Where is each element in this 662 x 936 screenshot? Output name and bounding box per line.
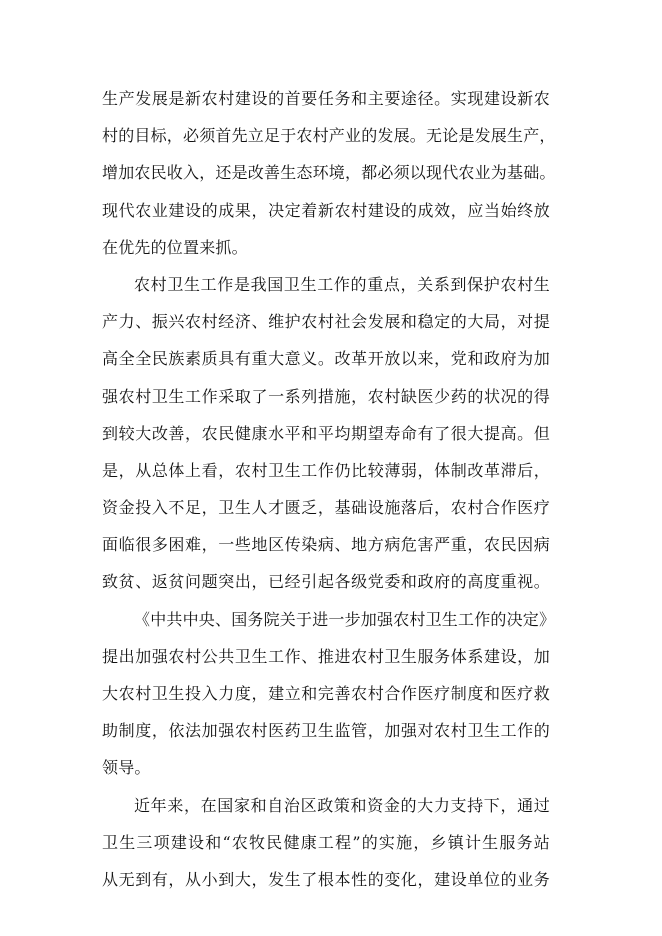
- text-line: 农村卫生工作是我国卫生工作的重点，关系到保护农村生: [134, 274, 550, 294]
- text-line: 从无到有，从小到大，发生了根本性的变化，建设单位的业务: [102, 869, 550, 889]
- text-line: 生产发展是新农村建设的首要任务和主要途径。实现建设新农: [102, 89, 550, 108]
- text-line: 领导。: [102, 758, 151, 778]
- text-line: 《中共中央、国务院关于进一步加强农村卫生工作的决定》: [134, 609, 556, 629]
- text-line: 近年来，在国家和自治区政策和资金的大力支持下，通过: [134, 795, 550, 815]
- text-line: 在优先的位置来抓。: [102, 237, 248, 257]
- paragraph-central-decision: [102, 601, 556, 787]
- text-line: 是，从总体上看，农村卫生工作仍比较薄弱，体制改革滞后，: [102, 460, 550, 480]
- text-line: 现代农业建设的成果，决定着新农村建设的成效，应当始终放: [102, 200, 550, 220]
- text-line: 面临很多困难，一些地区传染病、地方病危害严重，农民因病: [102, 535, 550, 555]
- text-line: 到较大改善，农民健康水平和平均期望寿命有了很大提高。但: [102, 423, 550, 443]
- text-line: 提出加强农村公共卫生工作、推进农村卫生服务体系建设，加: [102, 646, 550, 666]
- text-line: 卫生三项建设和“农牧民健康工程”的实施，乡镇计生服务站: [102, 832, 550, 852]
- text-line: 村的目标，必须首先立足于农村产业的发展。无论是发展生产，: [102, 126, 556, 146]
- text-line: 高全全民族素质具有重大意义。改革开放以来，党和政府为加: [102, 349, 550, 369]
- text-line: 强农村卫生工作采取了一系列措施，农村缺医少药的状况的得: [102, 386, 550, 406]
- text-line: 助制度，依法加强农村医药卫生监管，加强对农村卫生工作的: [102, 721, 550, 741]
- text-line: 产力、振兴农村经济、维护农村社会发展和稳定的大局，对提: [102, 312, 550, 332]
- text-line: 大农村卫生投入力度，建立和完善农村合作医疗制度和医疗救: [102, 684, 550, 703]
- text-line: 增加农民收入，还是改善生态环境，都必须以现代农业为基础。: [102, 163, 556, 183]
- paragraph-production: [102, 80, 556, 266]
- body-text: [102, 80, 556, 898]
- paragraph-recent-years: [102, 787, 550, 899]
- text-line: 致贫、返贫问题突出，已经引起各级党委和政府的高度重视。: [102, 572, 550, 592]
- paragraph-rural-health: [102, 266, 550, 601]
- text-line: 资金投入不足，卫生人才匮乏，基础设施落后，农村合作医疗: [102, 498, 550, 518]
